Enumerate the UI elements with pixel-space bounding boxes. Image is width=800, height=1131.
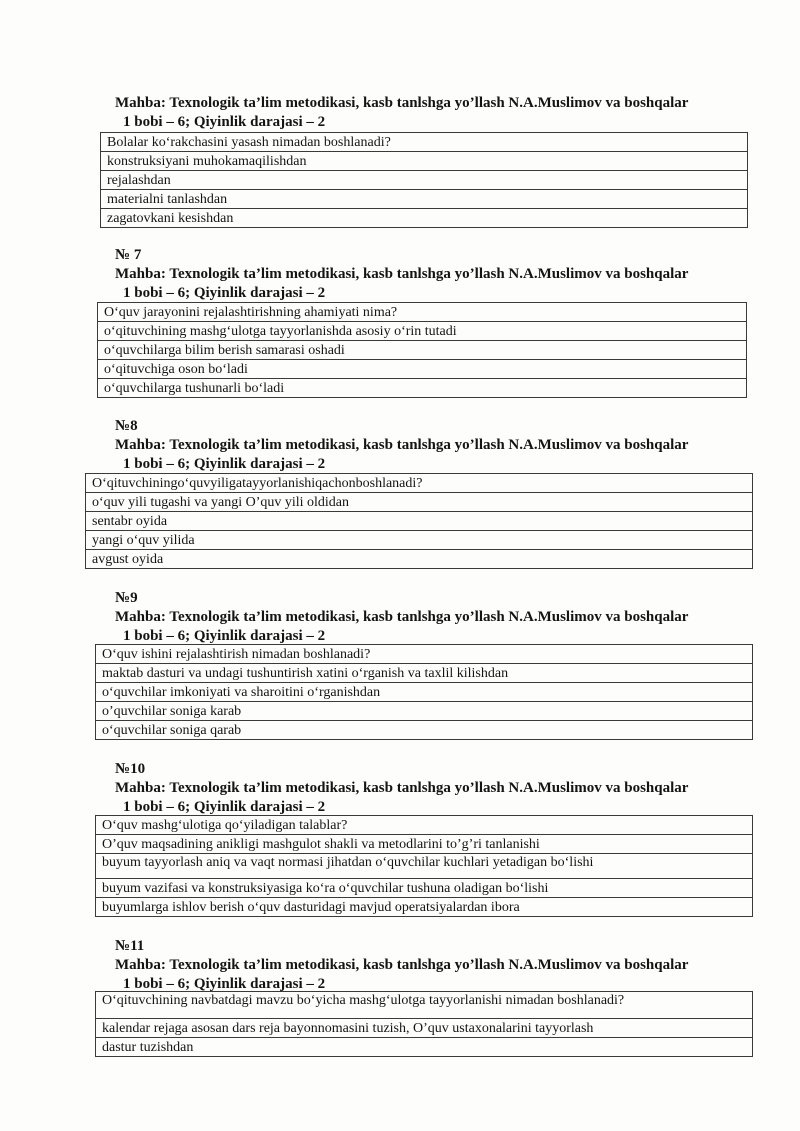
chapter-difficulty-line: 1 bobi – 6; Qiyinlik darajasi – 2 xyxy=(123,456,326,472)
answer-option: o‘quvchilar soniga qarab xyxy=(96,721,753,740)
answer-option: o‘qituvchining mashg‘ulotga tayyorlanishda asosiy o‘rin tutadi xyxy=(98,322,747,341)
question-text: O‘quv mashg‘ulotiga qo‘yiladigan talablar? xyxy=(96,816,753,835)
answer-option: materialni tanlashdan xyxy=(101,190,748,209)
source-line: Mahba: Texnologik ta’lim metodikasi, kasb tanlshga yo’llash N.A.Muslimov va boshqalar xyxy=(115,957,689,973)
answer-option: maktab dasturi va undagi tushuntirish xatini o‘rganish va taxlil kilishdan xyxy=(96,664,753,683)
source-line: Mahba: Texnologik ta’lim metodikasi, kasb tanlshga yo’llash N.A.Muslimov va boshqalar xyxy=(115,95,689,111)
answer-option: o’quvchilar soniga karab xyxy=(96,702,753,721)
answer-option: buyum vazifasi va konstruksiyasiga ko‘ra o‘quvchilar tushuna oladigan bo‘lishi xyxy=(96,879,753,898)
answer-option: o‘quvchilar imkoniyati va sharoitini o‘rganishdan xyxy=(96,683,753,702)
answer-option: dastur tuzishdan xyxy=(96,1038,753,1057)
question-number: №10 xyxy=(115,761,146,777)
answer-option: zagatovkani kesishdan xyxy=(101,209,748,228)
question-table xyxy=(100,132,748,228)
source-line: Mahba: Texnologik ta’lim metodikasi, kasb tanlshga yo’llash N.A.Muslimov va boshqalar xyxy=(115,437,689,453)
question-text: Bolalar ko‘rakchasini yasash nimadan boshlanadi? xyxy=(101,133,748,152)
answer-option: o‘quvchilarga bilim berish samarasi oshadi xyxy=(98,341,747,360)
source-line: Mahba: Texnologik ta’lim metodikasi, kasb tanlshga yo’llash N.A.Muslimov va boshqalar xyxy=(115,266,689,282)
question-text: O‘qituvchiningo‘quvyiligatayyorlanishiqachonboshlanadi? xyxy=(86,474,753,493)
answer-option: kalendar rejaga asosan dars reja bayonnomasini tuzish, O’quv ustaxonalarini tayyorlash xyxy=(96,1019,753,1038)
question-text: O‘quv ishini rejalashtirish nimadan boshlanadi? xyxy=(96,645,753,664)
question-table xyxy=(95,644,753,740)
chapter-difficulty-line: 1 bobi – 6; Qiyinlik darajasi – 2 xyxy=(123,628,326,644)
source-line: Mahba: Texnologik ta’lim metodikasi, kasb tanlshga yo’llash N.A.Muslimov va boshqalar xyxy=(115,780,689,796)
chapter-difficulty-line: 1 bobi – 6; Qiyinlik darajasi – 2 xyxy=(123,976,326,992)
question-number: № 7 xyxy=(115,247,142,263)
answer-option: avgust oyida xyxy=(86,550,753,569)
answer-option: sentabr oyida xyxy=(86,512,753,531)
question-table xyxy=(97,302,747,398)
answer-option: O’quv maqsadining anikligi mashgulot shakli va metodlarini to’g’ri tanlanishi xyxy=(96,835,753,854)
question-table xyxy=(85,473,753,569)
answer-option: konstruksiyani muhokamaqilishdan xyxy=(101,152,748,171)
answer-option: rejalashdan xyxy=(101,171,748,190)
question-number: №9 xyxy=(115,590,138,606)
question-text: O‘qituvchining navbatdagi mavzu bo‘yicha mashg‘ulotga tayyorlanishi nimadan boshlanadi? xyxy=(96,992,753,1019)
answer-option: o‘qituvchiga oson bo‘ladi xyxy=(98,360,747,379)
chapter-difficulty-line: 1 bobi – 6; Qiyinlik darajasi – 2 xyxy=(123,799,326,815)
source-line: Mahba: Texnologik ta’lim metodikasi, kasb tanlshga yo’llash N.A.Muslimov va boshqalar xyxy=(115,609,689,625)
answer-option: buyum tayyorlash aniq va vaqt normasi jihatdan o‘quvchilar kuchlari yetadigan bo‘lishi xyxy=(96,854,753,879)
question-number: №8 xyxy=(115,418,138,434)
answer-option: yangi o‘quv yilida xyxy=(86,531,753,550)
answer-option: o‘quvchilarga tushunarli bo‘ladi xyxy=(98,379,747,398)
chapter-difficulty-line: 1 bobi – 6; Qiyinlik darajasi – 2 xyxy=(123,285,326,301)
answer-option: buyumlarga ishlov berish o‘quv dasturidagi mavjud operatsiyalardan ibora xyxy=(96,898,753,917)
question-text: O‘quv jarayonini rejalashtirishning ahamiyati nima? xyxy=(98,303,747,322)
question-number: №11 xyxy=(115,938,145,954)
question-table xyxy=(95,815,753,917)
answer-option: o‘quv yili tugashi va yangi O’quv yili oldidan xyxy=(86,493,753,512)
question-table xyxy=(95,991,753,1057)
chapter-difficulty-line: 1 bobi – 6; Qiyinlik darajasi – 2 xyxy=(123,114,326,130)
